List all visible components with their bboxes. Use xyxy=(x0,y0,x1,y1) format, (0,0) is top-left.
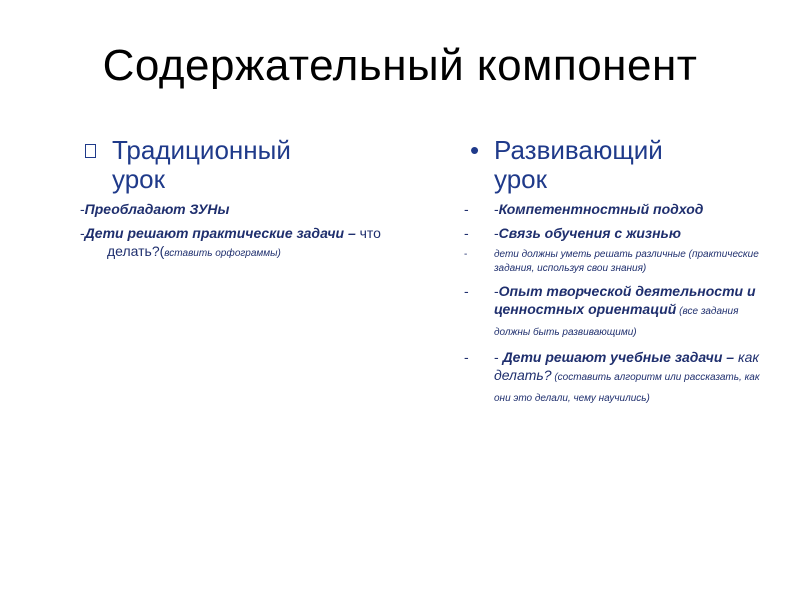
list-item: -Преобладают ЗУНы xyxy=(80,201,230,217)
traditional-lesson-column xyxy=(80,135,384,269)
developing-lesson-heading xyxy=(470,136,760,194)
list-item: -Дети решают практические задачи – что делать?(вставить орфограммы) xyxy=(80,225,381,259)
developing-lesson-column xyxy=(464,135,760,414)
list-item: - -Связь обучения с жизнью xyxy=(464,225,681,241)
heading-line-1: Развивающий xyxy=(494,135,663,165)
traditional-lesson-heading xyxy=(84,136,384,194)
list-item: - - Дети решают учебные задачи – как делать? (составить алгоритм или рассказать, как они это делали, чему научились) xyxy=(464,349,760,404)
list-item: - дети должны уметь решать различные (практические задания, используя свои знания) xyxy=(464,249,759,274)
developing-lesson-list xyxy=(464,200,760,408)
list-item: - -Компетентностный подход xyxy=(464,201,704,217)
heading-line-2: урок xyxy=(494,164,548,194)
heading-line-1: Традиционный xyxy=(112,135,291,165)
traditional-lesson-list xyxy=(80,200,384,263)
list-item: - -Опыт творческой деятельности и ценностных ориентаций (все задания должны быть развивающими) xyxy=(464,283,756,338)
slide-title: Содержательный компонент xyxy=(102,41,698,90)
heading-line-2: урок xyxy=(112,164,166,194)
bullet-dot-icon: • xyxy=(470,135,480,165)
